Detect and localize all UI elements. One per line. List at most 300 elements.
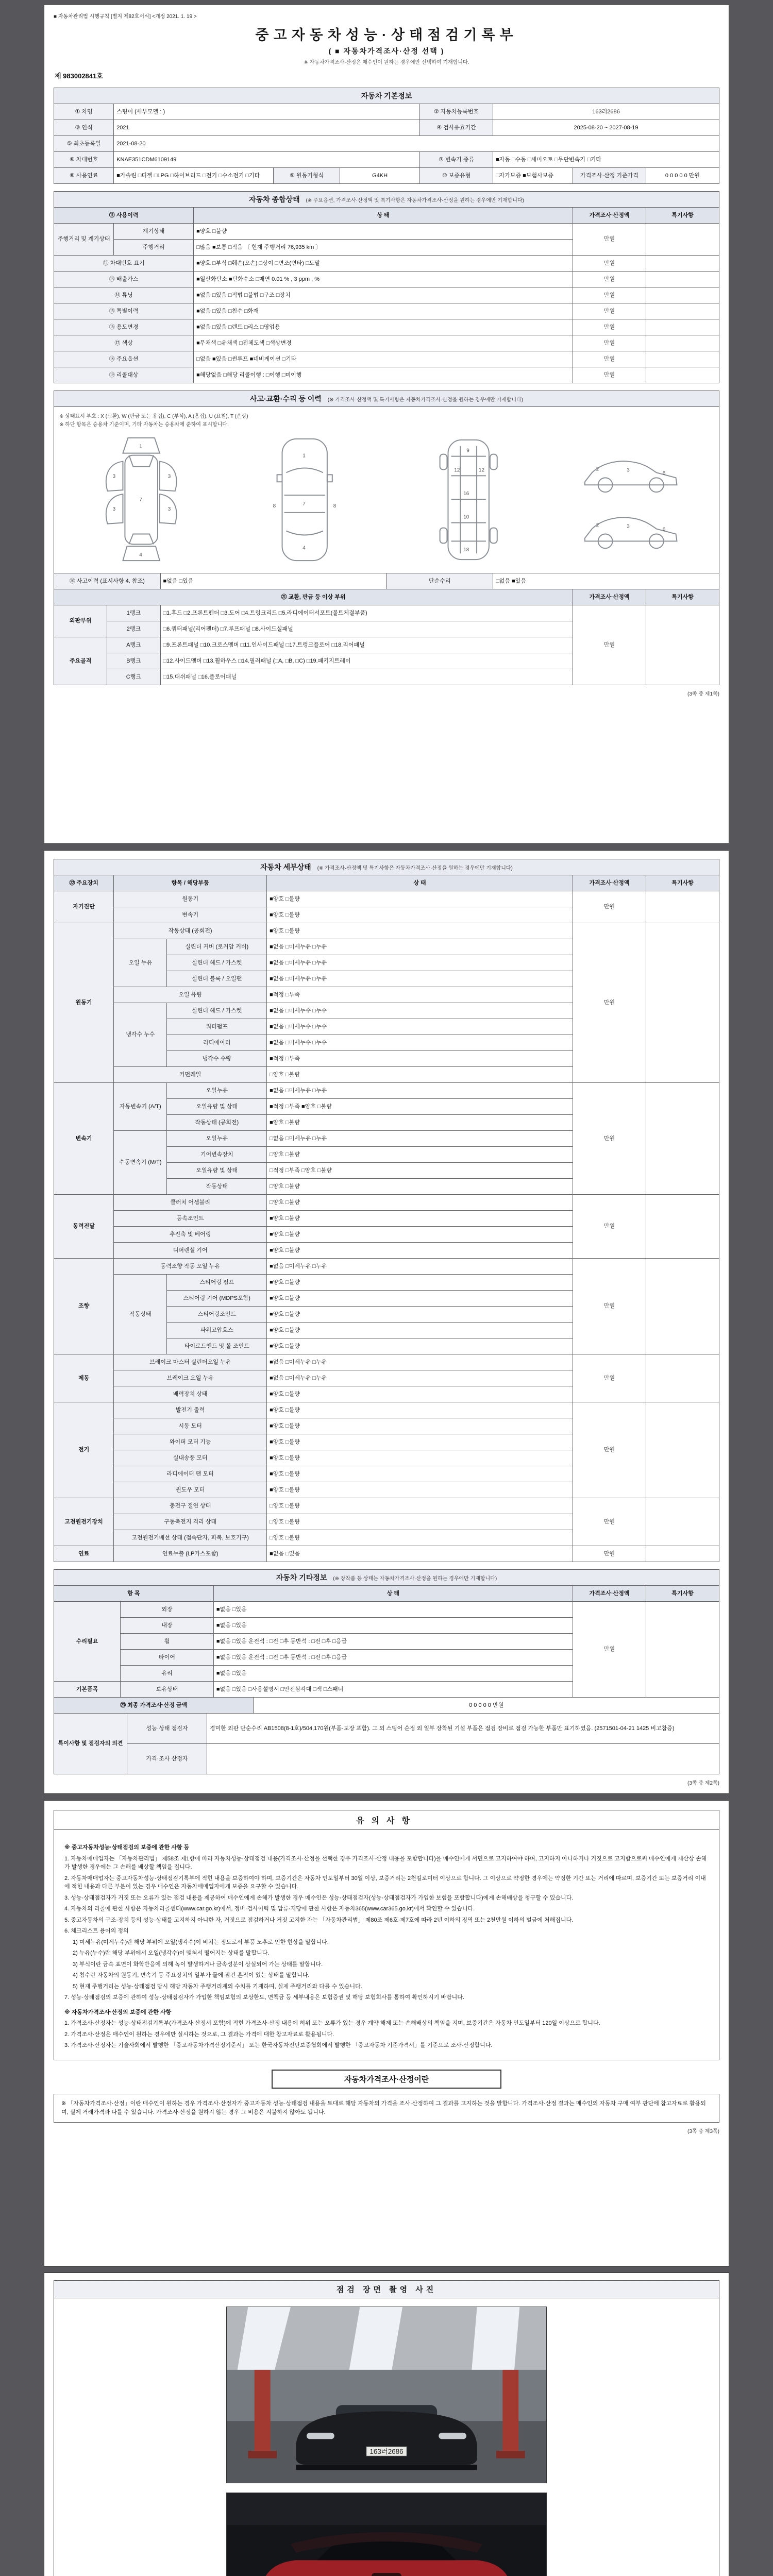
- rear-view-photo: [227, 2493, 546, 2576]
- checkbox-cell[interactable]: ■없음 □있음: [213, 1618, 573, 1634]
- label-cell: ④ 검사유효기간: [420, 120, 493, 136]
- value-cell: 조향: [54, 1259, 114, 1354]
- label-cell: 라디에이터 팬 모터: [114, 1466, 267, 1482]
- label-cell: ① 차명: [54, 104, 114, 120]
- value-cell: G4KH: [340, 168, 420, 184]
- label-cell: 오일유량 및 상태: [167, 1163, 267, 1179]
- label-cell: 타이어: [121, 1650, 214, 1666]
- label-cell: 실린더 헤드 / 가스켓: [167, 1003, 267, 1019]
- label-cell: ⑧ 사용연료: [54, 168, 114, 184]
- checkbox-cell[interactable]: ■가솔린 □디젤 □LPG □하이브리드 □전기 □수소전기 □기타: [114, 168, 274, 184]
- car-underbody-diagram: [412, 431, 525, 569]
- value-cell: 수리필요: [54, 1602, 121, 1682]
- notice-paragraph: 5) 현재 주행거리는 성능·상태점검 당시 해당 자동차 주행거리계의 수치를 기재하며, 실제 주행거리와 다를 수 있습니다.: [73, 1983, 362, 1990]
- section-etc-bar: [54, 1569, 719, 1585]
- page-mark-2: (3쪽 중 제2쪽): [687, 1781, 719, 1786]
- svg-text:3: 3: [112, 473, 115, 480]
- value-cell: 만원: [573, 351, 646, 367]
- checkbox-cell[interactable]: ■양호 □불량: [267, 1227, 573, 1243]
- value-cell: [646, 256, 719, 272]
- svg-text:9: 9: [466, 448, 469, 454]
- label-cell: 작동상태 (공회전): [114, 923, 267, 939]
- overall-condition-table: [54, 207, 719, 383]
- value-cell: ⑪ 사용이력: [54, 208, 194, 224]
- value-cell: 만원: [573, 1602, 646, 1698]
- page-3: [44, 1800, 729, 2266]
- subtitle-note: ※ 자동차가격조사·산정은 매수인이 원하는 경우에만 선택하여 기재합니다.: [304, 60, 469, 65]
- photo-rear-red-car: [226, 2493, 547, 2576]
- label-cell: 보유상태: [121, 1682, 214, 1698]
- label-cell: 2랭크: [107, 621, 160, 637]
- section-etc-title: 자동차 기타정보: [276, 1573, 327, 1582]
- checkbox-cell[interactable]: ■없음 □있음: [267, 1546, 573, 1562]
- value-cell: 특기사항: [646, 589, 719, 605]
- checkbox-cell[interactable]: ■양호 □불량: [267, 1275, 573, 1291]
- checkbox-cell[interactable]: ■적정 □부족: [267, 1051, 573, 1067]
- value-cell: 동력전달: [54, 1195, 114, 1259]
- label-cell: ⑦ 변속기 종류: [420, 152, 493, 168]
- car-top-view-diagram: [248, 431, 361, 569]
- value-cell: ㉓ 최종 가격조사·산정 금액: [54, 1698, 254, 1714]
- svg-text:18: 18: [463, 547, 469, 553]
- value-cell: 만원: [573, 367, 646, 383]
- checkbox-cell[interactable]: ■없음 □미세누유 □누유: [267, 1083, 573, 1099]
- label-cell: ⑨ 원동기형식: [274, 168, 340, 184]
- checkbox-cell[interactable]: ■자동 □수동 □세미오토 □무단변속기 □기타: [493, 152, 719, 168]
- notice-title: 유의사항: [54, 1810, 719, 1829]
- checkbox-cell[interactable]: ■양호 □불량: [267, 1115, 573, 1131]
- value-cell: [646, 224, 719, 256]
- notice-paragraph: 6. 체크리스트 용어의 정의: [64, 1928, 129, 1934]
- value-cell: KNAE351CDM6109149: [114, 152, 420, 168]
- value-cell: 주요골격: [54, 637, 107, 685]
- section-basic-info-title: 자동차 기본정보: [361, 92, 412, 100]
- svg-text:1: 1: [139, 444, 142, 450]
- price-survey-info-box: [54, 2070, 719, 2123]
- value-cell: 가격조사·산정액: [573, 1586, 646, 1602]
- label-cell: 작동상태: [167, 1179, 267, 1195]
- label-cell: 단순수리: [386, 573, 493, 589]
- label-cell: 워터펌프: [167, 1019, 267, 1035]
- svg-text:7: 7: [139, 497, 142, 503]
- label-cell: 고전원전기배선 상태 (접속단자, 피복, 보호기구): [114, 1530, 267, 1546]
- label-cell: 유리: [121, 1666, 214, 1682]
- section-detail-bar: [54, 859, 719, 875]
- checkbox-cell[interactable]: □없음 □미세누유 □누유: [267, 1131, 573, 1147]
- value-cell: [646, 891, 719, 923]
- section-etc-note: (※ 장착품 등 상태는 자동차가격조사·산정을 원하는 경우에만 기재합니다): [333, 1576, 497, 1582]
- label-cell: 오일 누유: [114, 939, 167, 987]
- value-cell: 변속기: [54, 1083, 114, 1195]
- label-cell: B랭크: [107, 653, 160, 669]
- checkbox-cell[interactable]: ■없음 □있음: [160, 573, 386, 589]
- label-cell: ⑬ 배출가스: [54, 272, 194, 287]
- checkbox-cell[interactable]: □자가보증 ■보험사보증: [493, 168, 573, 184]
- label-cell: 와이퍼 모터 기능: [114, 1434, 267, 1450]
- checkbox-cell[interactable]: ■양호 □불량: [267, 891, 573, 907]
- standard-note: ※ 하단 항목은 승용차 기준이며, 기타 자동차는 승용차에 준하여 표시합니다.: [59, 422, 229, 428]
- value-cell: [646, 1402, 719, 1498]
- checkbox-cell[interactable]: ■없음 □미세누유 □누유: [267, 939, 573, 955]
- value-cell: 특기사항: [646, 1586, 719, 1602]
- checkbox-cell[interactable]: □15.대쉬패널 □16.플로어패널: [160, 669, 573, 685]
- value-cell: 항 목: [54, 1586, 214, 1602]
- checkbox-cell[interactable]: ■양호 □불량: [267, 907, 573, 923]
- label-cell: ③ 연식: [54, 120, 114, 136]
- checkbox-cell[interactable]: □9.프론트패널 □10.크로스멤버 □11.인사이드패널 □17.트렁크플로어 □18.리어패널: [160, 637, 573, 653]
- checkbox-cell[interactable]: ■양호 □불량: [267, 1482, 573, 1498]
- value-cell: 경미한 외판 단순수리 AB1508(8-1호)/504,170원(부품·도장 포함). 그 외 스팅어 순정 외 일부 장착된 기설 부품은 점검 장비로 점검 가능한 부품만 표기하였음. (2571501-04-21 1425 비고참증): [207, 1714, 719, 1744]
- checkbox-cell[interactable]: ■양호 □불량: [267, 923, 573, 939]
- section-overall-title: 자동차 종합상태: [249, 195, 300, 204]
- checkbox-cell[interactable]: □없음 ■있음: [493, 573, 719, 589]
- svg-text:10: 10: [463, 514, 469, 520]
- label-cell: ⑫ 차대번호 표기: [54, 256, 194, 272]
- checkbox-cell[interactable]: ■없음 □미세누수 □누수: [267, 1035, 573, 1051]
- notice-paragraph: 2) 누유(누수)란 해당 부위에서 오일(냉각수)이 맺혀서 떨어지는 상태를 말합니다.: [73, 1950, 270, 1956]
- final-price-table: [54, 1697, 719, 1714]
- svg-text:7: 7: [303, 501, 306, 507]
- svg-text:2: 2: [596, 466, 599, 472]
- svg-text:6: 6: [662, 527, 666, 533]
- label-cell: 내장: [121, 1618, 214, 1634]
- notice-paragraph: 1. 가격조사·산정자는 성능·상태점검기록부(가격조사·산정서 포함)에 적힌 가격조사·산정 내용에 허위 또는 오류가 있는 경우 계약 해제 또는 손해배상의 책임을 지며, 보증기간은 자동차 인도일부터 120일 이상으로 합니다.: [64, 2020, 600, 2026]
- label-cell: 기어변속장치: [167, 1147, 267, 1163]
- car-exterior-panels-diagram: [85, 431, 197, 569]
- value-cell: [646, 367, 719, 383]
- section-accident-bar: [54, 391, 719, 406]
- label-cell: 작동상태: [114, 1275, 167, 1354]
- svg-text:6: 6: [662, 470, 666, 477]
- label-cell: 스티어링조인트: [167, 1307, 267, 1323]
- svg-text:3: 3: [627, 523, 630, 530]
- value-cell: [646, 1498, 719, 1546]
- checkbox-cell[interactable]: ■없음 □미세누유 □누유: [267, 955, 573, 971]
- value-cell: 가격조사·산정액: [573, 875, 646, 891]
- value-cell: [646, 303, 719, 319]
- checkbox-cell[interactable]: □양호 □불량: [267, 1498, 573, 1514]
- svg-text:12: 12: [453, 467, 460, 473]
- value-cell: 만원: [573, 1354, 646, 1402]
- checkbox-cell[interactable]: ■없음 □있음 □적법 □불법 □구조 □장치: [194, 287, 573, 303]
- value-cell: 0 0 0 0 0 만원: [254, 1698, 719, 1714]
- value-cell: 만원: [573, 1546, 646, 1562]
- value-cell: ㉑ 교환, 판금 등 이상 부위: [54, 589, 573, 605]
- label-cell: 실린더 커버 (로커암 커버): [167, 939, 267, 955]
- value-cell: 만원: [573, 923, 646, 1083]
- label-cell: 등속조인트: [114, 1211, 267, 1227]
- notice-paragraph: 7. 성능·상태점검의 보증에 관하여 성능·상태점검자가 가입한 책임보험의 보상한도, 면책금 등 세부내용은 보험증권 및 해당 보험회사를 통하여 확인하시기 바랍니다.: [64, 1994, 464, 2001]
- value-cell: [646, 1602, 719, 1698]
- checkbox-cell[interactable]: □12.사이드멤버 □13.휠하우스 □14.필러패널 (□A, □B, □C) □19.패키지트레이: [160, 653, 573, 669]
- value-cell: 고전원전기장치: [54, 1498, 114, 1546]
- page-mark-1: (3쪽 중 제1쪽): [687, 691, 719, 697]
- checkbox-cell[interactable]: ■양호 □불량: [267, 1450, 573, 1466]
- svg-text:16: 16: [463, 491, 469, 497]
- checkbox-cell[interactable]: ■없음 □있음: [213, 1666, 573, 1682]
- checkbox-cell[interactable]: ■양호 □불량: [267, 1418, 573, 1434]
- checkbox-cell[interactable]: ■없음 □있음 □렌트 □리스 □영업용: [194, 319, 573, 335]
- value-cell: 만원: [573, 1259, 646, 1354]
- label-cell: 성능·상태 점검자: [127, 1714, 207, 1744]
- label-cell: C랭크: [107, 669, 160, 685]
- label-cell: 스티어링 기어 (MDPS포함): [167, 1291, 267, 1307]
- label-cell: 브레이크 마스터 실린더오일 누유: [114, 1354, 267, 1370]
- checkbox-cell[interactable]: ■양호 □불량: [267, 1466, 573, 1482]
- svg-text:8: 8: [333, 503, 337, 509]
- label-cell: ⑭ 튜닝: [54, 287, 194, 303]
- label-cell: 자동변속기 (A/T): [114, 1083, 167, 1131]
- value-cell: [646, 1083, 719, 1195]
- value-cell: 원동기: [54, 923, 114, 1083]
- checkbox-cell[interactable]: □양호 □불량: [267, 1195, 573, 1211]
- notice-paragraph: 4. 자동차의 리콜에 관한 사항은 자동차리콜센터(www.car.go.kr)에서, 정비·검사이력 및 압류·저당에 관한 사항은 자동차365(www.car365.go.kr)에서 확인할 수 있습니다.: [64, 1906, 475, 1912]
- label-cell: 타이로드엔드 및 볼 조인트: [167, 1338, 267, 1354]
- page-mark-3: (3쪽 중 제3쪽): [687, 2128, 719, 2134]
- label-cell: 휠: [121, 1634, 214, 1650]
- checkbox-cell[interactable]: □양호 □불량: [267, 1530, 573, 1546]
- value-cell: [646, 287, 719, 303]
- label-cell: ⑮ 특별이력: [54, 303, 194, 319]
- value-cell: 상 태: [267, 875, 573, 891]
- label-cell: ⑩ 보증유형: [420, 168, 493, 184]
- checkbox-cell[interactable]: □6.쿼터패널(리어펜더) □7.루프패널 □8.사이드실패널: [160, 621, 573, 637]
- svg-text:3: 3: [167, 506, 171, 512]
- label-cell: 시동 모터: [114, 1418, 267, 1434]
- value-cell: [646, 319, 719, 335]
- checkbox-cell[interactable]: ■양호 □불량: [267, 1402, 573, 1418]
- label-cell: A랭크: [107, 637, 160, 653]
- label-cell: 원동기: [114, 891, 267, 907]
- svg-text:4: 4: [303, 545, 306, 551]
- value-cell: [646, 1259, 719, 1354]
- label-cell: 발전기 출력: [114, 1402, 267, 1418]
- section-accident-note: (※ 가격조사·산정액 및 특기사항은 자동차가격조사·산정을 원하는 경우에만 기재합니다): [327, 397, 523, 403]
- value-cell: 상 태: [194, 208, 573, 224]
- label-cell: 계기상태: [114, 224, 194, 240]
- page-2: [44, 850, 729, 1794]
- checkbox-cell[interactable]: ■무채색 □유채색 □전체도색 □색상변경: [194, 335, 573, 351]
- label-cell: ⑳ 사고이력 (표시사항 4. 참조): [54, 573, 161, 589]
- value-cell: 만원: [573, 1083, 646, 1195]
- checkbox-cell[interactable]: ■없음 □미세누유 □누유: [267, 1370, 573, 1386]
- checkbox-cell[interactable]: ■양호 □불량: [194, 224, 573, 240]
- value-cell: [207, 1744, 719, 1774]
- label-cell: 라디에이터: [167, 1035, 267, 1051]
- detail-condition-table: [54, 875, 719, 1562]
- label-cell: ⑤ 최초등록일: [54, 136, 114, 152]
- value-cell: [646, 1195, 719, 1259]
- value-cell: 163러2686: [493, 104, 719, 120]
- svg-text:4: 4: [139, 552, 142, 558]
- section-accident-title: 사고·교환·수리 등 이력: [250, 395, 322, 403]
- svg-text:12: 12: [478, 467, 484, 473]
- section-overall-bar: [54, 191, 719, 207]
- label-cell: 추진축 및 베어링: [114, 1227, 267, 1243]
- photo-front-lift: [226, 2307, 547, 2483]
- checkbox-cell[interactable]: ■없음 □있음 운전석 : □전 □후 동반석 : □전 □후 □응급: [213, 1650, 573, 1666]
- notice-paragraph: 2. 자동차매매업자는 중고자동차성능·상태점검기록부에 적힌 내용을 보증하여야 하며, 보증기간은 자동차 인도일부터 30일 이상, 보증거리는 2천킬로미터 이상으로 합니다. 그 이상으로 약정한 경우에는 약정한 기간 또는 거리에 따르며, 보증기간 또는 보증거리 이내에 적힌 내용과 다른 부분이 있는 경우 매수인은 자동차매매업자에게 보증을 요구할 수 있습니다.: [64, 1875, 706, 1890]
- notice-paragraph: ※ 중고자동차성능·상태점검의 보증에 관한 사항 등: [64, 1844, 190, 1851]
- label-cell: 동력조향 작동 오일 누유: [114, 1259, 267, 1275]
- label-cell: 파워고압호스: [167, 1323, 267, 1338]
- label-cell: 작동상태 (공회전): [167, 1115, 267, 1131]
- checkbox-cell[interactable]: ■없음 □미세누유 □누유: [267, 971, 573, 987]
- label-cell: 윈도우 모터: [114, 1482, 267, 1498]
- label-cell: 가격조사·산정 기준가격: [573, 168, 646, 184]
- price-survey-option[interactable]: ( ■ 자동차가격조사·산정 선택 ): [328, 47, 445, 55]
- value-cell: 상 태: [213, 1586, 573, 1602]
- label-cell: ⑲ 리콜대상: [54, 367, 194, 383]
- value-cell: [646, 605, 719, 685]
- inspection-photos: [54, 2307, 719, 2576]
- label-cell: 구동축전지 격리 상태: [114, 1514, 267, 1530]
- value-cell: 만원: [573, 1195, 646, 1259]
- label-cell: 배력장치 상태: [114, 1386, 267, 1402]
- value-cell: 만원: [573, 272, 646, 287]
- notice-paragraph: 3. 가격조사·산정자는 기술사회에서 발행한 「중고자동차가격산정기준서」 또는 한국자동차진단보증협회에서 발행한 「중고자동차 기준가격서」를 기준으로 조사·산정합니다.: [64, 2042, 493, 2048]
- value-cell: 2021-08-20: [114, 136, 719, 152]
- label-cell: 냉각수 수량: [167, 1051, 267, 1067]
- value-cell: 연료: [54, 1546, 114, 1562]
- label-cell: 1랭크: [107, 605, 160, 621]
- svg-text:2: 2: [596, 522, 599, 529]
- value-cell: 0 0 0 0 0 만원: [646, 168, 719, 184]
- checkbox-cell[interactable]: ■적정 □부족 ■양호 □불량: [267, 1099, 573, 1115]
- checkbox-cell[interactable]: ■없음 □있음 □침수 □화재: [194, 303, 573, 319]
- svg-text:1: 1: [303, 453, 306, 459]
- value-cell: 기본품목: [54, 1682, 121, 1698]
- notice-paragraph: 1) 미세누유(미세누수)란 해당 부위에 오일(냉각수)이 비치는 정도로서 부품 노후로 인한 현상을 말합니다.: [73, 1939, 329, 1945]
- value-cell: [646, 923, 719, 1083]
- checkbox-cell[interactable]: ■양호 □부식 □훼손(오손) □상이 □변조(변타) □도말: [194, 256, 573, 272]
- svg-text:3: 3: [627, 467, 630, 473]
- label-cell: 디퍼렌셜 기어: [114, 1243, 267, 1259]
- label-cell: 오일누유: [167, 1083, 267, 1099]
- value-cell: 만원: [573, 605, 646, 685]
- checkbox-cell[interactable]: ■해당없음 □해당 리콜이행 : □이행 □미이행: [194, 367, 573, 383]
- value-cell: 항목 / 해당부품: [114, 875, 267, 891]
- checkbox-cell[interactable]: ■일산화탄소 ■탄화수소 □매연 0.01 % , 3 ppm , %: [194, 272, 573, 287]
- value-cell: 전기: [54, 1402, 114, 1498]
- label-cell: 가격·조사 산정자: [127, 1744, 207, 1774]
- document-number: 제 983002841호: [55, 72, 103, 80]
- label-cell: 주행거리: [114, 240, 194, 256]
- label-cell: ⑱ 주요옵션: [54, 351, 194, 367]
- checkbox-cell[interactable]: □1.후드 □2.프론트펜더 □3.도어 □4.트렁크리드 □5.라디에이터서포트(볼트체결부품): [160, 605, 573, 621]
- checkbox-cell[interactable]: ■양호 □불량: [267, 1291, 573, 1307]
- accident-history-table: [54, 573, 719, 589]
- page-1: [44, 4, 729, 844]
- value-cell: 만원: [573, 1498, 646, 1546]
- inspection-photos-title: 점검 장면 촬영 사진: [54, 2281, 719, 2298]
- value-cell: 2021: [114, 120, 420, 136]
- value-cell: [646, 1354, 719, 1402]
- notice-paragraph: 4) 침수란 자동차의 원동기, 변속기 등 주요장치의 일부가 물에 잠긴 흔적이 있는 상태를 말합니다.: [73, 1972, 310, 1978]
- label-cell: 오일유량 및 상태: [167, 1099, 267, 1115]
- page-4: [44, 2273, 729, 2576]
- checkbox-cell[interactable]: □양호 □불량: [267, 1067, 573, 1083]
- document-title: 중고자동차성능·상태점검기록부: [255, 27, 518, 43]
- checkbox-cell[interactable]: ■없음 □미세누수 □누수: [267, 1019, 573, 1035]
- label-cell: ⑥ 차대번호: [54, 152, 114, 168]
- basic-info-table: [54, 104, 719, 184]
- value-cell: 만원: [573, 1402, 646, 1498]
- svg-text:3: 3: [112, 506, 115, 512]
- checkbox-cell[interactable]: ■양호 □불량: [267, 1211, 573, 1227]
- checkbox-cell[interactable]: ■없음 □있음: [213, 1602, 573, 1618]
- checkbox-cell[interactable]: ■양호 □불량: [267, 1434, 573, 1450]
- value-cell: 만원: [573, 256, 646, 272]
- checkbox-cell[interactable]: ■양호 □불량: [267, 1307, 573, 1323]
- value-cell: 만원: [573, 319, 646, 335]
- inspector-opinion-table: [54, 1713, 719, 1774]
- value-cell: 특이사항 및 점검자의 의견: [54, 1714, 127, 1774]
- value-cell: 만원: [573, 303, 646, 319]
- notice-paragraph: 1. 자동차매매업자는 「자동차관리법」 제58조 제1항에 따라 자동차성능·상태점검 내용(가격조사·산정을 선택한 경우 가격조사·산정 내용을 포함합니다)을 매수인에게 서면으로 고지하여야 하며, 고지하지 아니하거나 거짓으로 고지함으로써 매수인에게 재산상 손해가 발생한 경우에는 그 손해를 배상할 책임을 집니다.: [64, 1855, 707, 1870]
- value-cell: 제동: [54, 1354, 114, 1402]
- checkbox-cell[interactable]: ■없음 □있음 □사용설명서 □안전삼각대 □잭 □스패너: [213, 1682, 573, 1698]
- checkbox-cell[interactable]: ■양호 □불량: [267, 1243, 573, 1259]
- svg-text:3: 3: [167, 473, 171, 480]
- checkbox-cell[interactable]: □양호 □불량: [267, 1179, 573, 1195]
- checkbox-cell[interactable]: ■양호 □불량: [267, 1338, 573, 1354]
- label-cell: ② 자동차등록번호: [420, 104, 493, 120]
- car-diagram-row: [59, 431, 714, 569]
- label-cell: 냉각수 누수: [114, 1003, 167, 1067]
- label-cell: 변속기: [114, 907, 267, 923]
- value-cell: 특기사항: [646, 875, 719, 891]
- checkbox-cell[interactable]: ■없음 □있음 운전석 : □전 □후 동반석 : □전 □후 □응급: [213, 1634, 573, 1650]
- mark-code-note: ※ 상태표시 부호 : X (교환), W (판금 또는 용접), C (부식), A (흠집), U (요철), T (손상): [59, 414, 248, 419]
- section-basic-info-bar: [54, 88, 719, 104]
- value-cell: 가격조사·산정액: [573, 208, 646, 224]
- notice-paragraph: ※ 자동차가격조사·산정의 보증에 관한 사항: [64, 2009, 172, 2015]
- value-cell: [646, 272, 719, 287]
- notice-paragraph: 2. 가격조사·산정은 매수인이 원하는 경우에만 실시하는 것으로, 그 결과는 가격에 대한 참고자료로 활용됩니다.: [64, 2031, 334, 2038]
- label-cell: ⑯ 용도변경: [54, 319, 194, 335]
- checkbox-cell[interactable]: ■적정 □부족: [267, 987, 573, 1003]
- panel-rank-table: [54, 589, 719, 685]
- checkbox-cell[interactable]: ■없음 □미세누유 □누유: [267, 1259, 573, 1275]
- section-overall-note: (※ 주요옵션, 가격조사·산정액 및 특기사항은 자동차가격조사·산정을 원하는 경우에만 기재합니다): [306, 198, 524, 204]
- value-cell: 만원: [573, 224, 646, 256]
- checkbox-cell[interactable]: □양호 □불량: [267, 1147, 573, 1163]
- label-cell: 브레이크 오일 누유: [114, 1370, 267, 1386]
- label-cell: 실린더 블록 / 오일팬: [167, 971, 267, 987]
- label-cell: 오일누유: [167, 1131, 267, 1147]
- label-cell: 오일 유량: [114, 987, 267, 1003]
- workshop-front-photo: [227, 2307, 546, 2483]
- price-survey-info-text: ※ 「자동차가격조사·산정」이란 매수인이 원하는 경우 가격조사·산정자가 중고자동차 성능·상태점검 내용을 토대로 해당 자동차의 가격을 조사·산정하여 그 결과를 고지하는 것을 말합니다. 가격조사·산정 결과는 매수인의 자동차 구매 여부 판단에 참고자료로 활용되며, 실제 거래가격과 다를 수 있습니다. 가격조사·산정을 원하지 않는 경우 그 비용은 지불하지 않아도 됩니다.: [54, 2094, 719, 2123]
- section-detail-title: 자동차 세부상태: [260, 863, 311, 871]
- checkbox-cell[interactable]: □없음 ■있음 □썬루프 ■네비게이션 □기타: [194, 351, 573, 367]
- checkbox-cell[interactable]: ■양호 □불량: [267, 1386, 573, 1402]
- checkbox-cell[interactable]: □양호 □불량: [267, 1514, 573, 1530]
- label-cell: ⑰ 색상: [54, 335, 194, 351]
- label-cell: 클러치 어셈블리: [114, 1195, 267, 1211]
- label-cell: 외장: [121, 1602, 214, 1618]
- checkbox-cell[interactable]: □많음 ■보통 □적음 〔 현재 주행거리 76,935 km 〕: [194, 240, 573, 256]
- checkbox-cell[interactable]: ■양호 □불량: [267, 1323, 573, 1338]
- section-detail-note: (※ 가격조사·산정액 및 특기사항은 자동차가격조사·산정을 원하는 경우에만 기재합니다): [317, 866, 513, 871]
- checkbox-cell[interactable]: ■없음 □미세누수 □누수: [267, 1003, 573, 1019]
- value-cell: 만원: [573, 287, 646, 303]
- photo1-license-plate: 163러2686: [369, 2448, 404, 2456]
- checkbox-cell[interactable]: ■없음 □미세누유 □누유: [267, 1354, 573, 1370]
- checkbox-cell[interactable]: □적정 □부족 □양호 □불량: [267, 1163, 573, 1179]
- label-cell: 스티어링 펌프: [167, 1275, 267, 1291]
